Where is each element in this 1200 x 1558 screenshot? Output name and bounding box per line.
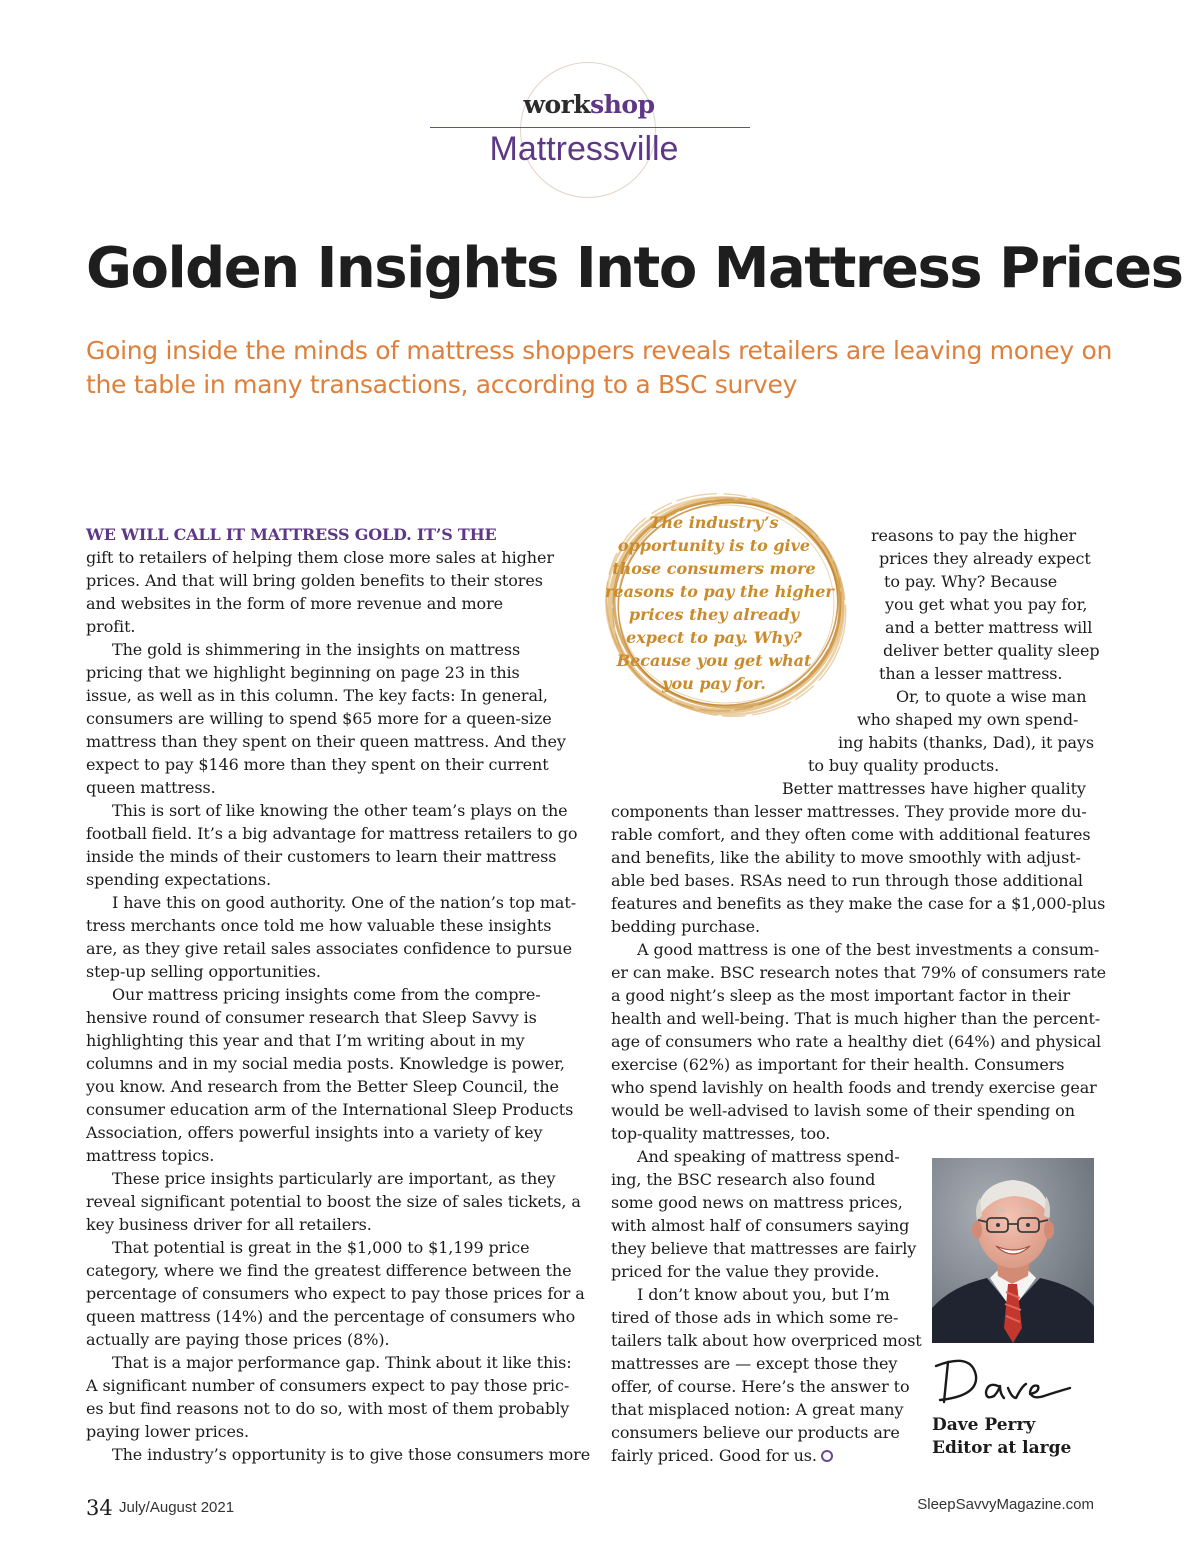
body-line: with almost half of consumers saying — [611, 1216, 910, 1235]
body-line: profit. — [86, 617, 136, 636]
body-line: they believe that mattresses are fairly — [611, 1239, 917, 1258]
body-line: reasons to pay the higher — [871, 526, 1077, 545]
department-label — [0, 90, 1178, 119]
body-line: mattress topics. — [86, 1146, 215, 1165]
body-line: category, where we find the greatest difference between the — [86, 1261, 572, 1280]
body-line: that misplaced notion: A great many — [611, 1400, 904, 1419]
section-rule — [430, 127, 750, 128]
body-line: inside the minds of their customers to learn their mattress — [86, 847, 557, 866]
body-line: step-up selling opportunities. — [86, 962, 321, 981]
pull-quote-line: The industry’s — [649, 513, 779, 532]
body-line: who shaped my own spend- — [857, 710, 1079, 729]
body-line: you know. And research from the Better Sleep Council, the — [86, 1077, 559, 1096]
body-line: This is sort of like knowing the other team’s plays on the — [112, 801, 568, 820]
issue-date: July/August 2021 — [119, 1499, 235, 1516]
section-title: Mattressville — [489, 130, 679, 168]
body-line: percentage of consumers who expect to pay those prices for a — [86, 1284, 585, 1303]
body-line: tired of those ads in which some re- — [611, 1308, 899, 1327]
page-number: 34 — [86, 1496, 113, 1520]
body-line: ing, the BSC research also found — [611, 1170, 876, 1189]
pull-quote-line: those consumers more — [612, 559, 816, 578]
pull-quote-line: Because you get what — [616, 651, 812, 670]
body-line: es but find reasons not to do so, with most of them probably — [86, 1399, 570, 1418]
body-line: bedding purchase. — [611, 917, 761, 936]
body-line: tailers talk about how overpriced most — [611, 1331, 922, 1350]
body-line: actually are paying those prices (8%). — [86, 1330, 390, 1349]
body-line: to pay. Why? Because — [884, 572, 1058, 591]
body-line: columns and in my social media posts. Knowledge is power, — [86, 1054, 565, 1073]
pull-quote-line: expect to pay. Why? — [626, 628, 802, 647]
body-line: The industry’s opportunity is to give those consumers more — [112, 1445, 591, 1464]
body-line: mattress than they spent on their queen mattress. And they — [86, 732, 566, 751]
body-line: highlighting this year and that I’m writing about in my — [86, 1031, 525, 1050]
body-line: than a lesser mattress. — [879, 664, 1063, 683]
body-line: The gold is shimmering in the insights on mattress — [112, 640, 521, 659]
body-line: some good news on mattress prices, — [611, 1193, 903, 1212]
author-photo — [932, 1158, 1094, 1343]
body-line: Better mattresses have higher quality — [782, 779, 1086, 798]
body-line: top-quality mattresses, too. — [611, 1124, 831, 1143]
body-line: pricing that we highlight beginning on page 23 in this — [86, 663, 520, 682]
body-line: Or, to quote a wise man — [896, 687, 1087, 706]
body-line: who spend lavishly on health foods and trendy exercise gear — [611, 1078, 1097, 1097]
body-line: paying lower prices. — [86, 1422, 249, 1441]
body-line: That potential is great in the $1,000 to $1,199 price — [112, 1238, 530, 1257]
body-line: reveal significant potential to boost the size of sales tickets, a — [86, 1192, 581, 1211]
body-line: These price insights particularly are important, as they — [112, 1169, 556, 1188]
body-line: offer, of course. Here’s the answer to — [611, 1377, 910, 1396]
pull-quote-line: you pay for. — [662, 674, 766, 693]
body-line: hensive round of consumer research that Sleep Savvy is — [86, 1008, 537, 1027]
pull-quote-line: prices they already — [628, 605, 800, 624]
body-line: and benefits, like the ability to move smoothly with adjust- — [611, 848, 1081, 867]
body-line: Association, offers powerful insights into a variety of key — [86, 1123, 543, 1142]
body-line: components than lesser mattresses. They provide more du- — [611, 802, 1087, 821]
body-line: queen mattress. — [86, 778, 216, 797]
body-line: a good night’s sleep as the most important factor in their — [611, 986, 1070, 1005]
article-deck: Going inside the minds of mattress shoppers reveals retailers are leaving money on the table in many transactions, according to a BSC survey — [86, 336, 1113, 399]
body-line: to buy quality products. — [808, 756, 1000, 775]
body-line: and a better mattress will — [885, 618, 1093, 637]
body-line: you get what you pay for, — [885, 595, 1088, 614]
body-line: spending expectations. — [86, 870, 271, 889]
body-line: tress merchants once told me how valuable these insights — [86, 916, 552, 935]
body-line: And speaking of mattress spend- — [637, 1147, 900, 1166]
body-line: gift to retailers of helping them close more sales at higher — [86, 548, 554, 567]
body-line: Our mattress pricing insights come from the compre- — [112, 985, 541, 1004]
body-line: I don’t know about you, but I’m — [637, 1285, 890, 1304]
pull-quote-line: opportunity is to give — [617, 536, 811, 555]
lead-in: WE WILL CALL IT MATTRESS GOLD. IT’S THE — [86, 525, 497, 544]
body-line: health and well-being. That is much higher than the percent- — [611, 1009, 1101, 1028]
body-line: A good mattress is one of the best investments a consum- — [637, 940, 1100, 959]
article-headline: Golden Insights Into Mattress Prices — [86, 236, 1183, 301]
body-line-text: fairly priced. Good for us. — [611, 1446, 817, 1465]
end-mark-icon — [821, 1450, 833, 1462]
body-line: queen mattress (14%) and the percentage of consumers who — [86, 1307, 576, 1326]
author-signature — [932, 1352, 1082, 1414]
department-label-shop: shop — [590, 90, 655, 119]
body-line: key business driver for all retailers. — [86, 1215, 372, 1234]
body-line: issue, as well as in this column. The key facts: In general, — [86, 686, 548, 705]
body-line: That is a major performance gap. Think about it like this: — [112, 1353, 572, 1372]
department-label-work: work — [523, 90, 591, 119]
body-line: consumers believe our products are — [611, 1423, 900, 1442]
body-line: would be well-advised to lavish some of their spending on — [611, 1101, 1075, 1120]
author-name: Dave Perry — [932, 1415, 1036, 1435]
pull-quote-line: reasons to pay the higher — [605, 582, 834, 601]
body-line-final — [611, 1444, 833, 1467]
body-line: prices. And that will bring golden benefits to their stores — [86, 571, 543, 590]
body-line: features and benefits as they make the case for a $1,000-plus — [611, 894, 1106, 913]
author-title: Editor at large — [932, 1438, 1072, 1458]
body-line: age of consumers who rate a healthy diet (64%) and physical — [611, 1032, 1102, 1051]
body-line: expect to pay $146 more than they spent on their current — [86, 755, 549, 774]
body-line: prices they already expect — [879, 549, 1091, 568]
body-line: mattresses are — except those they — [611, 1354, 898, 1373]
footer-website: SleepSavvyMagazine.com — [917, 1496, 1094, 1513]
body-line: deliver better quality sleep — [883, 641, 1100, 660]
body-line: are, as they give retail sales associates confidence to pursue — [86, 939, 572, 958]
body-line: ing habits (thanks, Dad), it pays — [838, 733, 1094, 752]
body-line: exercise (62%) as important for their health. Consumers — [611, 1055, 1065, 1074]
body-line: er can make. BSC research notes that 79% of consumers rate — [611, 963, 1107, 982]
body-line: rable comfort, and they often come with additional features — [611, 825, 1091, 844]
body-line: consumer education arm of the International Sleep Products — [86, 1100, 574, 1119]
body-line: I have this on good authority. One of the nation’s top mat- — [112, 893, 576, 912]
body-line: football field. It’s a big advantage for mattress retailers to go — [86, 824, 578, 843]
body-line: consumers are willing to spend $65 more for a queen-size — [86, 709, 552, 728]
body-line: priced for the value they provide. — [611, 1262, 880, 1281]
body-line: A significant number of consumers expect to pay those pric- — [86, 1376, 570, 1395]
body-line: able bed bases. RSAs need to run through those additional — [611, 871, 1083, 890]
body-line: and websites in the form of more revenue and more — [86, 594, 503, 613]
